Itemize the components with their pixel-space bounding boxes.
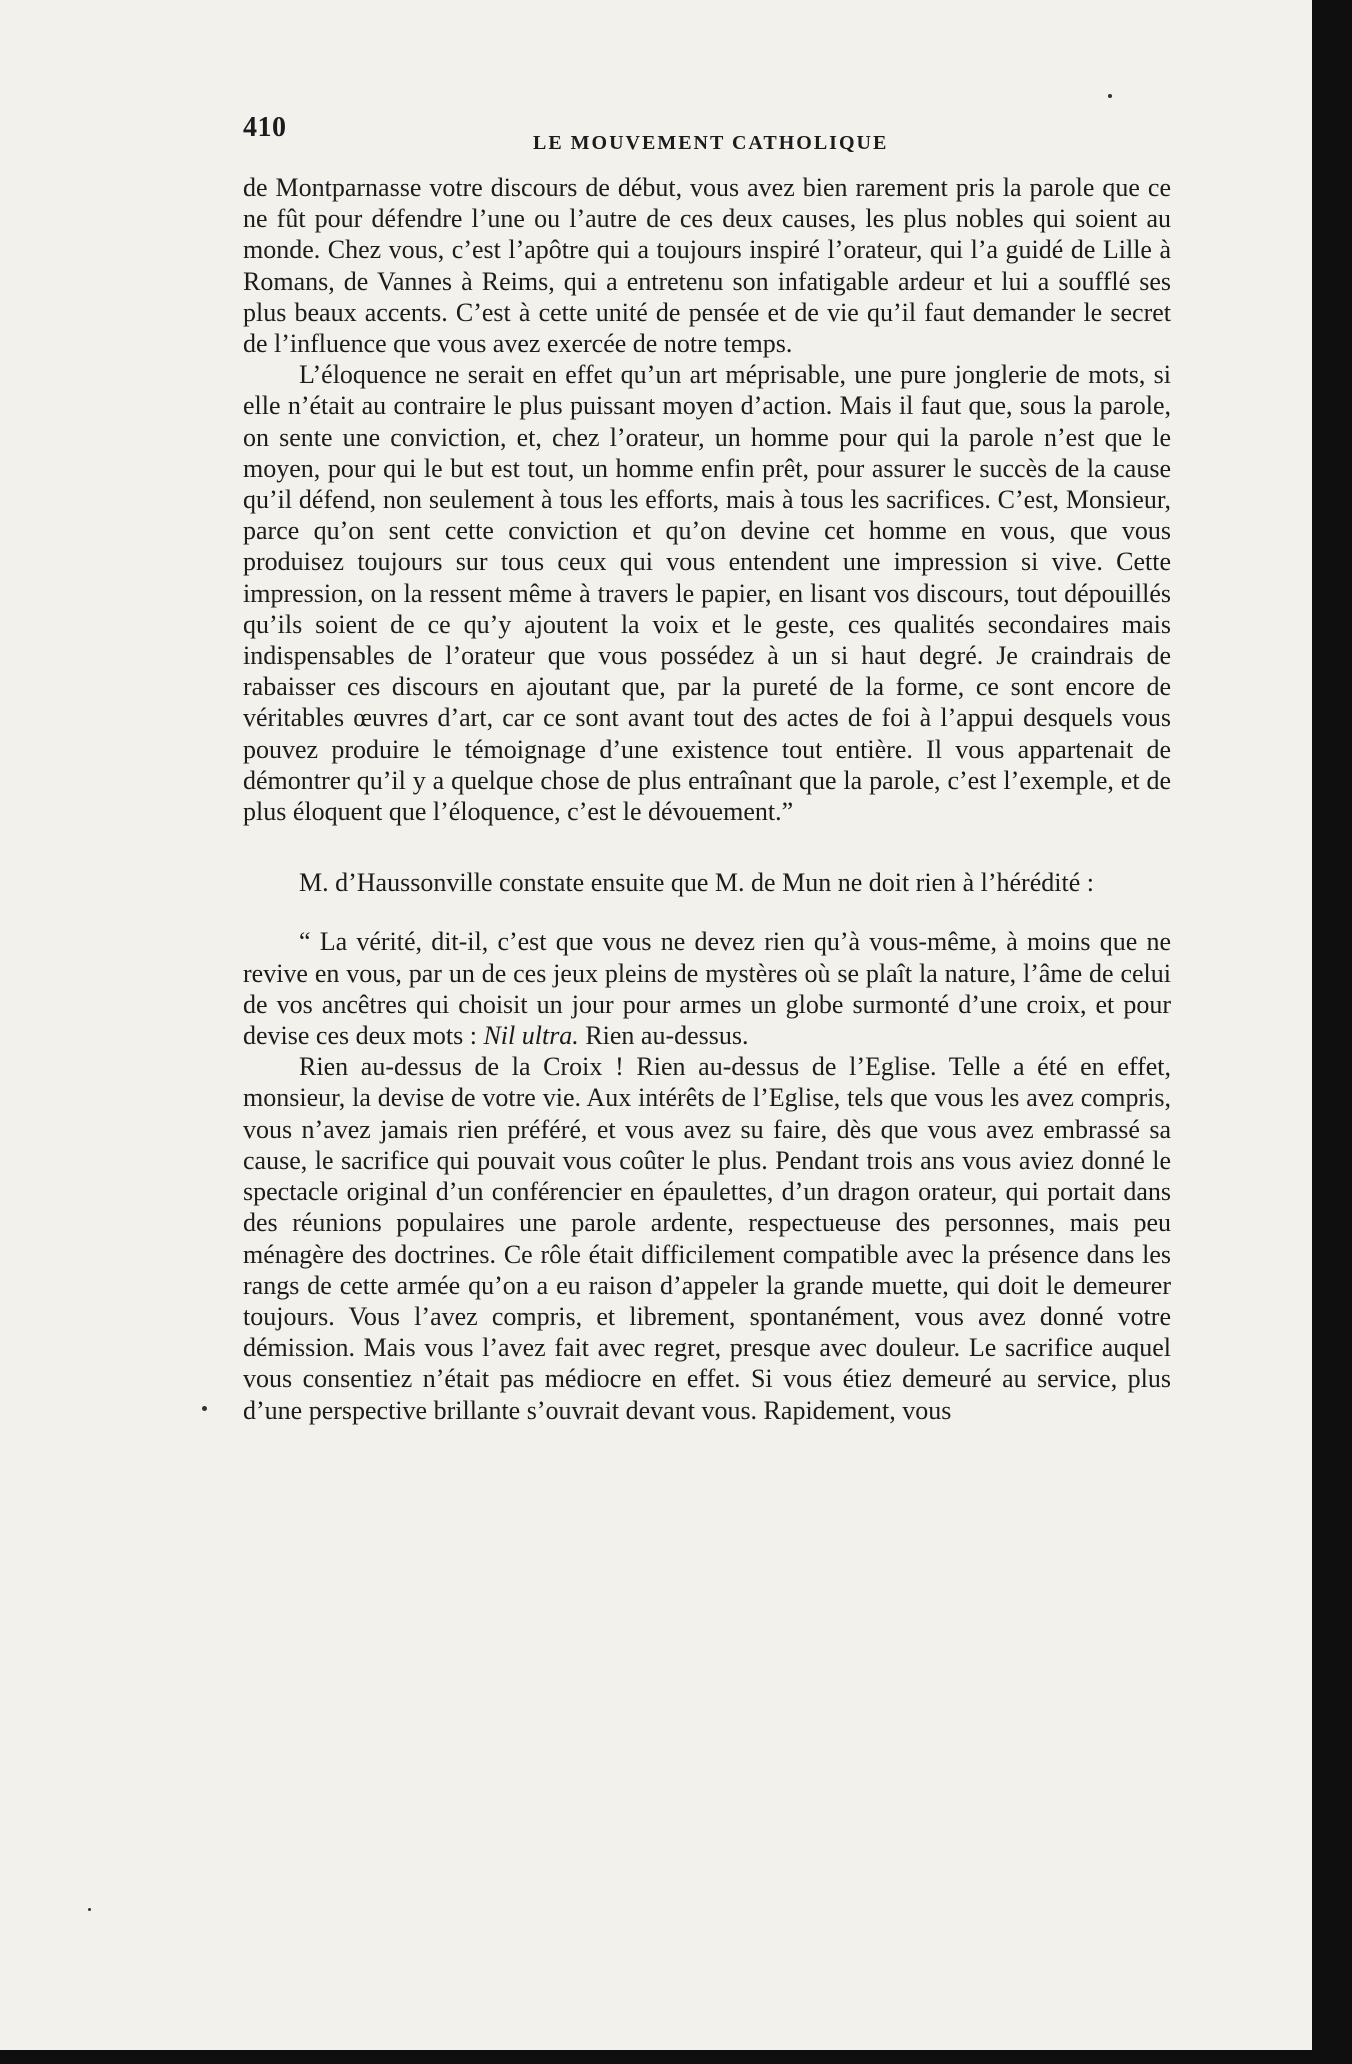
scan-border-bottom <box>0 2050 1352 2064</box>
paragraph-4-text: “ La vérité, dit-il, c’est que vous ne devez rien qu’à vous-même, à moins que ne revive en vous, par un de ces jeux pleins de mystères où se plaît la nature, l’âme de celui de vos ancêtres qui choisit un jour pour armes un globe surmonté d’une croix, et pour devise ces deux mots : <box>243 927 1171 1051</box>
paragraph-4-ending: Rien au-dessus. <box>578 1021 749 1051</box>
scan-speck <box>88 1908 91 1911</box>
page-header <box>243 112 1171 172</box>
page-number: 410 <box>243 112 287 143</box>
paragraph-1: de Montparnasse votre discours de début, vous avez bien rarement pris la parole que ce ne fût pour défendre l’une ou l’autre de ces deux causes, les plus nobles qui soient au monde. Chez vous, c’est l’apôtre qui a toujours inspiré l’orateur, qui l’a guidé de Lille à Romans, de Vannes à Reims, qui a entretenu son infatigable ardeur et lui a soufflé ses plus beaux accents. C’est à cette unité de pensée et de vie qu’il faut demander le secret de l’influence que vous avez exercée de notre temps. <box>243 173 1171 359</box>
paragraph-3: M. d’Haussonville constate ensuite que M. de Mun ne doit rien à l’hérédité : <box>299 868 1094 898</box>
paragraph-4 <box>243 926 1171 1051</box>
paragraph-2: L’éloquence ne serait en effet qu’un art méprisable, une pure jonglerie de mots, si elle n’était au contraire le plus puissant moyen d’action. Mais il faut que, sous la parole, on sente une conviction, et, chez l’orateur, un homme pour qui la parole n’est que le moyen, pour qui le but est tout, un homme enfin prêt, pour assurer le succès de la cause qu’il défend, non seulement à tous les efforts, mais à tous les sacrifices. C’est, Monsieur, parce qu’on sent cette conviction et qu’on devine cet homme en vous, que vous produisez toujours sur tous ceux qui vous entendent une impression si vive. Cette impression, on la ressent même à travers le papier, en lisant vos discours, tout dépouillés qu’ils soient de ce qu’y ajoutent la voix et le geste, ces qualités secondaires mais indispensables de l’orateur que vous possédez à un si haut degré. Je craindrais de rabaisser ces discours en ajoutant que, par la pureté de la forme, ce sont encore de véritables œuvres d’art, car ce sont avant tout des actes de foi à l’appui desquels vous pouvez produire le témoignage d’une existence tout entière. Il vous appartenait de démontrer qu’il y a quelque chose de plus entraînant que la parole, c’est l’exemple, et de plus éloquent que l’éloquence, c’est le dévouement.” <box>243 360 1171 827</box>
paragraph-5: Rien au-dessus de la Croix ! Rien au-dessus de l’Eglise. Telle a été en effet, monsieur, la devise de votre vie. Aux intérêts de l’Eglise, tels que vous les avez compris, vous n’avez jamais rien préféré, et vous avez su faire, dès que vous avez embrassé sa cause, le sacrifice qui pouvait vous coûter le plus. Pendant trois ans vous aviez donné le spectacle original d’un conférencier en épaulettes, d’un dragon orateur, qui portait dans des réunions populaires une parole ardente, respectueuse des personnes, mais peu ménagère des doctrines. Ce rôle était difficilement compatible avec la présence dans les rangs de cette armée qu’on a eu raison d’appeler la grande muette, qui doit le demeurer toujours. Vous l’avez compris, et librement, spontanément, vous avez donné votre démission. Mais vous l’avez fait avec regret, presque avec douleur. Le sacrifice auquel vous consentiez n’était pas médiocre en effet. Si vous étiez demeuré au service, plus d’une perspective brillante s’ouvrait devant vous. Rapidement, vous <box>243 1052 1171 1425</box>
scan-speck <box>202 1406 207 1411</box>
scan-border-right <box>1312 0 1352 2064</box>
latin-motto: Nil ultra. <box>483 1021 579 1051</box>
book-page <box>243 112 1171 1426</box>
scan-speck <box>1108 94 1112 98</box>
body-text <box>243 172 1171 1426</box>
running-head: LE MOUVEMENT CATHOLIQUE <box>533 132 889 154</box>
